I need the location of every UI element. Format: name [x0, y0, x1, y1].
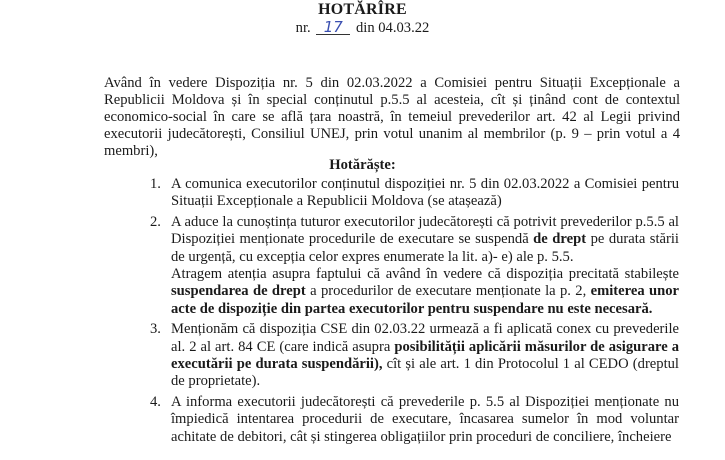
list-item [0, 321, 679, 391]
bold-text: suspendarea de drept [171, 283, 306, 300]
list-item [0, 394, 679, 446]
decision-list [0, 176, 725, 449]
item-text-part: cît și ale art. 1 din Protocolul 1 al CEDO (dreptul de proprietate). [171, 356, 679, 390]
item-number: 3. [150, 321, 161, 338]
decides-heading: Hotărăște: [329, 157, 396, 173]
item-subparagraph [171, 266, 679, 318]
item-text-part: a procedurilor de executare menționate la p. 2, [305, 283, 591, 300]
bold-text: emiterea unor acte de dispoziție din partea executorilor pentru suspendare nu este necesară. [171, 283, 680, 317]
bold-text: de drept [533, 231, 587, 248]
document-title: HOTĂRÎRE [318, 1, 407, 18]
item-number: 4. [150, 393, 161, 410]
number-prefix: nr. [295, 20, 311, 36]
list-item [0, 176, 679, 211]
item-number: 1. [150, 176, 161, 192]
document-date: din 04.03.22 [355, 20, 430, 36]
document-number-line [0, 20, 725, 37]
item-text: A informa executorii judecătorești că prevederile p. 5.5 al Dispoziției menționate nu împiedică intentarea procedurii de executare, încasarea sumelor în mod voluntar achitate de debitori, cât și stingerea obligațiilor prin proceduri de conciliere, încheiere [171, 393, 679, 445]
item-text: A comunica executorilor conținutul dispoziției nr. 5 din 02.03.2022 a Comisiei pentru Situații Excepționale a Republicii Moldova (se atașează) [171, 176, 679, 210]
item-number: 2. [150, 213, 161, 230]
item-text-part: A aduce la cunoștința tuturor executorilor judecătorești că potrivit prevederilor p.5.5 al Dispoziției menționate procedurile de executare se suspendă [171, 213, 679, 248]
handwritten-number: 17 [316, 20, 350, 35]
item-text [171, 321, 679, 389]
intro-paragraph: Având în vedere Dispoziția nr. 5 din 02.03.2022 a Comisiei pentru Situații Excepționale a Republicii Moldova și în special conținutul p.5.5 al acesteia, cît și ținând cont de contextul economico-social în care se află țara noastră, în temeiul prevederilor art. 42 al Legii privind executorii judecătorești, Consiliul UNEJ, prin votul unanim al membrilor (p. 9 – prin votul a 4 membri), [104, 75, 680, 159]
item-text-part: pe durata stării de urgență, cu excepția celor expres enumerate la lit. a)- e) ale p. 5.5. [171, 231, 679, 265]
item-text-part: Atragem atenția asupra faptului că având în vedere că dispoziția precitată stabilește [171, 266, 679, 283]
item-text [171, 214, 679, 265]
item-text-part: Menționăm că dispoziția CSE din 02.03.22 urmează a fi aplicată conex cu prevederile al. 2 al art. 84 CE (care indică asupra [171, 321, 679, 355]
bold-text: posibilității aplicării măsurilor de asigurare a executării pe durata suspendării), [171, 338, 680, 373]
list-item [0, 214, 679, 318]
